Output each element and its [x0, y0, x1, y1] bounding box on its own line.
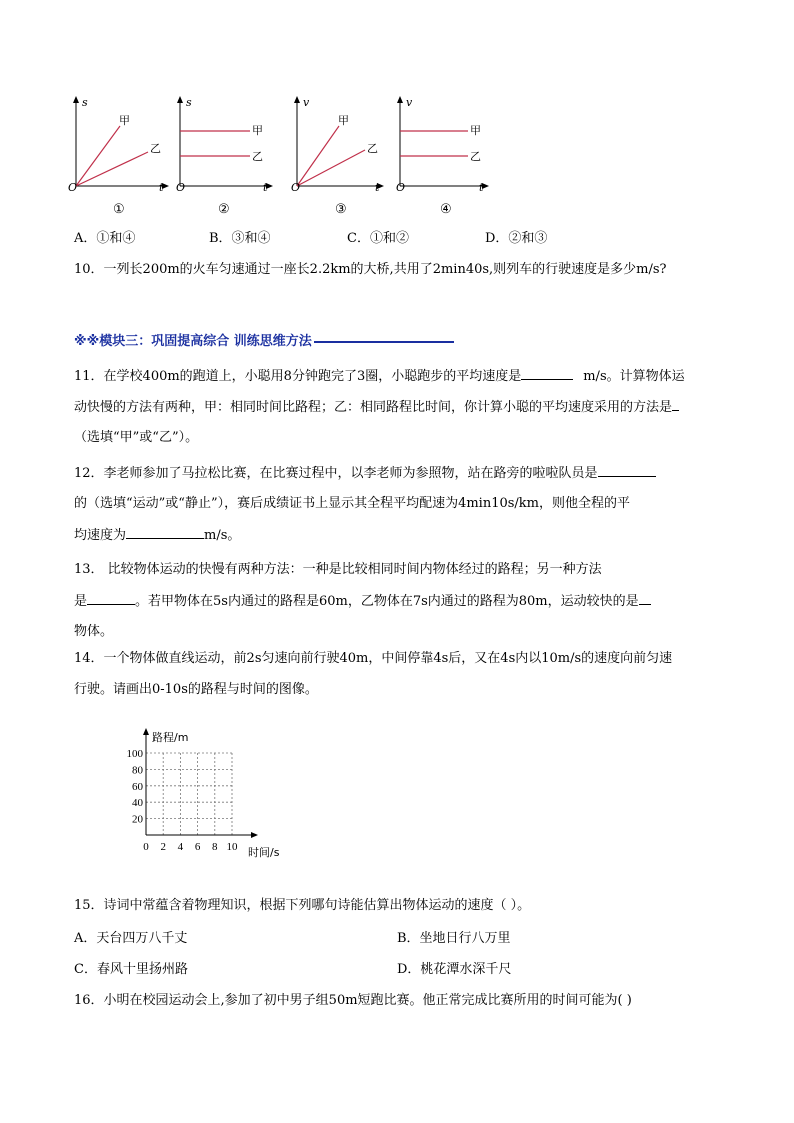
chart-grid	[146, 753, 232, 835]
y-tick-labels	[127, 748, 144, 826]
graph-1-label-b: 乙	[150, 142, 161, 155]
graph-2-label-b: 乙	[252, 150, 263, 163]
graph-1-label-a: 甲	[119, 114, 130, 127]
x-tick-label: 2	[160, 841, 166, 853]
q15-option-c: C．春风十里扬州路	[74, 962, 188, 977]
q15-stem: 15．诗词中常蕴含着物理知识，根据下列哪句诗能估算出物体运动的速度（ ）。	[74, 898, 531, 913]
graph-3-label-b: 乙	[367, 142, 378, 155]
q13-blank-1	[87, 592, 135, 605]
q12-line-3b: m/s。	[204, 528, 241, 543]
q11-line-1a: 11．在学校400m的跑道上，小聪用8分钟跑完了3圈，小聪跑步的平均速度是	[74, 369, 522, 384]
graph-3-xlabel: t	[375, 181, 380, 194]
section-rule	[314, 341, 454, 343]
x-tick-label: 6	[194, 841, 201, 853]
x-axis-arrow	[251, 832, 258, 838]
q11-blank-2	[672, 398, 679, 411]
q13-blank-2	[639, 592, 651, 605]
x-tick-labels	[143, 841, 238, 853]
graph-4-origin: O	[396, 181, 406, 194]
q13-line-2	[74, 592, 651, 611]
graph-1-xlabel: t	[159, 181, 164, 194]
q11-line-1b: m/s。计算物体运	[583, 369, 685, 384]
path-time-chart-svg	[120, 724, 300, 864]
graph-2-number: ②	[218, 202, 230, 217]
y-tick-label: 40	[132, 797, 143, 810]
path-time-chart	[120, 724, 300, 868]
q9-option-a: A．①和④	[74, 231, 136, 246]
y-axis-label: 路程/m	[152, 731, 189, 744]
section-title: ※※模块三：巩固提高综合 训练思维方法	[74, 334, 312, 349]
graph-1-ylabel: s	[82, 96, 88, 109]
graph-3-svg	[283, 94, 393, 194]
graph-4-ylabel: v	[406, 96, 413, 109]
q11-blank-1	[521, 367, 573, 380]
graph-4-xlabel: t	[479, 181, 484, 194]
q14-line-2: 行驶。请画出0-10s的路程与时间的图像。	[74, 682, 318, 697]
graph-2-svg	[166, 94, 276, 194]
x-axis-label: 时间/s	[248, 846, 280, 859]
graph-2	[166, 94, 276, 198]
q11-line-2	[74, 398, 679, 417]
graph-3-ylabel: v	[303, 96, 310, 109]
graph-1-origin: O	[68, 181, 78, 194]
q12-line-3	[74, 526, 240, 545]
x-tick-label: 4	[177, 841, 184, 853]
q15-option-d: D．桃花潭水深千尺	[397, 962, 512, 977]
x-tick-label: 0	[143, 841, 149, 853]
q9-option-c: C．①和②	[347, 231, 409, 246]
q12-line-3a: 均速度为	[74, 528, 127, 543]
graph-3	[283, 94, 393, 198]
graph-4	[386, 94, 496, 198]
q10-text: 10．一列长200m的火车匀速通过一座长2.2km的大桥,共用了2min40s,则列车的行驶速度是多少m/s?	[74, 262, 667, 277]
q11-line-1	[74, 367, 685, 386]
section-heading	[74, 330, 454, 349]
graph-3-label-a: 甲	[338, 114, 349, 127]
graph-1	[62, 94, 172, 198]
graph-3-number: ③	[335, 202, 347, 217]
graph-3-origin: O	[291, 181, 301, 194]
graph-2-ylabel: s	[186, 96, 192, 109]
y-tick-label: 100	[126, 748, 143, 760]
q13-line-2a: 是	[74, 594, 88, 609]
x-tick-label: 10	[226, 841, 238, 853]
graph-4-label-a: 甲	[470, 124, 481, 137]
q12-line-1	[74, 464, 656, 483]
q13-line-3: 物体。	[74, 624, 114, 639]
graph-2-label-a: 甲	[252, 124, 263, 137]
q15-option-a: A．天台四万八千丈	[74, 931, 188, 946]
q11-line-2-text: 动快慢的方法有两种，甲：相同时间比路程；乙：相同路程比时间，你计算小聪的平均速度采用的方法是	[74, 400, 673, 415]
q15-option-b: B．坐地日行八万里	[397, 931, 511, 946]
q12-blank-1	[598, 464, 656, 477]
q12-blank-2	[126, 526, 204, 539]
q14-line-1: 14．一个物体做直线运动，前2s匀速向前行驶40m，中间停靠4s后，又在4s内以10m/s的速度向前匀速	[74, 651, 673, 666]
graph-4-svg	[386, 94, 496, 194]
q13-line-1: 13． 比较物体运动的快慢有两种方法：一种是比较相同时间内物体经过的路程；另一种方法	[74, 562, 602, 577]
graph-1-svg	[62, 94, 172, 194]
x-tick-label: 8	[212, 841, 218, 853]
y-tick-label: 20	[132, 813, 143, 826]
q9-option-d: D．②和③	[485, 231, 548, 246]
q16-text: 16．小明在校园运动会上,参加了初中男子组50m短跑比赛。他正常完成比赛所用的时间可能为( )	[74, 993, 632, 1008]
graph-1-number: ①	[113, 202, 125, 217]
graph-2-origin: O	[176, 181, 186, 194]
q12-line-1-text: 12．李老师参加了马拉松比赛，在比赛过程中，以李老师为参照物，站在路旁的啦啦队员是	[74, 466, 598, 481]
q13-line-2b: 。若甲物体在5s内通过的路程是60m，乙物体在7s内通过的路程为80m，运动较快的是	[135, 594, 639, 609]
q12-line-2: 的（选填“运动”或“静止”），赛后成绩证书上显示其全程平均配速为4min10s/km，则他全程的平	[74, 496, 631, 511]
q9-option-b: B．③和④	[209, 231, 271, 246]
y-tick-label: 60	[132, 780, 143, 793]
q11-line-3: （选填“甲”或“乙”）。	[74, 430, 199, 445]
y-tick-label: 80	[132, 764, 143, 777]
graph-4-label-b: 乙	[470, 150, 481, 163]
y-axis-arrow	[143, 728, 149, 735]
graph-4-number: ④	[440, 202, 452, 217]
graph-2-xlabel: t	[263, 181, 268, 194]
